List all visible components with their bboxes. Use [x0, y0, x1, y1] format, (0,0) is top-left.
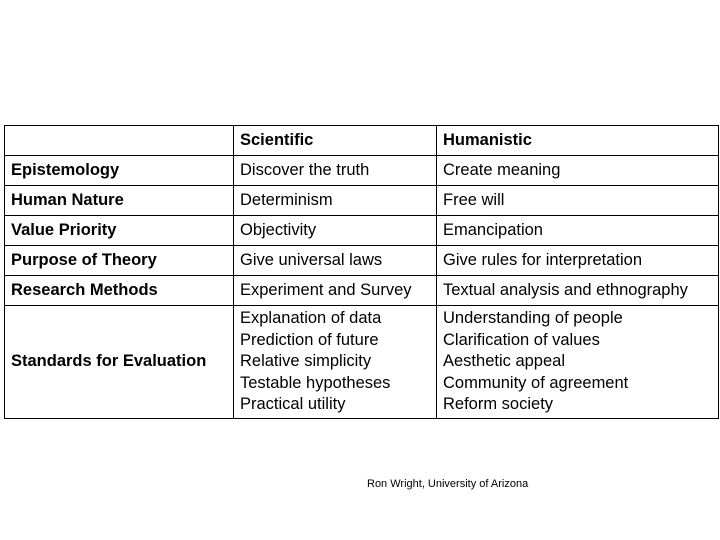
- table-row: [5, 276, 719, 306]
- attribution-footer: Ron Wright, University of Arizona: [367, 478, 529, 490]
- humanistic-cell: Give rules for interpretation: [437, 246, 719, 276]
- table-row: [5, 246, 719, 276]
- table-row: [5, 216, 719, 246]
- humanistic-cell: Create meaning: [437, 156, 719, 186]
- humanistic-cell: Free will: [437, 186, 719, 216]
- row-label: Standards for Evaluation: [5, 306, 234, 419]
- scientific-cell: Objectivity: [234, 216, 437, 246]
- scientific-cell: Determinism: [234, 186, 437, 216]
- standard-item: Relative simplicity: [240, 352, 372, 370]
- standard-item: Community of agreement: [443, 373, 629, 392]
- table-row: [5, 186, 719, 216]
- humanistic-cell: Textual analysis and ethnography: [437, 276, 719, 306]
- standard-item: Prediction of future: [240, 330, 379, 349]
- standard-item: Clarification of values: [443, 330, 600, 349]
- row-label: Value Priority: [5, 216, 234, 246]
- scientific-standards-cell: [234, 306, 437, 419]
- row-label: Research Methods: [5, 276, 234, 306]
- standard-item: Practical utility: [240, 395, 346, 413]
- standard-item: Reform society: [443, 395, 554, 413]
- header-scientific: Scientific: [234, 126, 437, 156]
- humanistic-standards-cell: [437, 306, 719, 419]
- row-label: Epistemology: [5, 156, 234, 186]
- table-row: [5, 156, 719, 186]
- humanistic-cell: Emancipation: [437, 216, 719, 246]
- standard-item: Aesthetic appeal: [443, 352, 566, 370]
- standard-item: Understanding of people: [443, 309, 623, 327]
- standard-item: Testable hypotheses: [240, 373, 391, 392]
- scientific-cell: Discover the truth: [234, 156, 437, 186]
- header-humanistic: Humanistic: [437, 126, 719, 156]
- header-blank: [5, 126, 234, 156]
- scientific-cell: Experiment and Survey: [234, 276, 437, 306]
- scientific-cell: Give universal laws: [234, 246, 437, 276]
- row-label: Purpose of Theory: [5, 246, 234, 276]
- header-row: [5, 126, 719, 156]
- standards-row: [5, 306, 719, 419]
- row-label: Human Nature: [5, 186, 234, 216]
- comparison-table: [4, 125, 719, 419]
- standard-item: Explanation of data: [240, 309, 382, 327]
